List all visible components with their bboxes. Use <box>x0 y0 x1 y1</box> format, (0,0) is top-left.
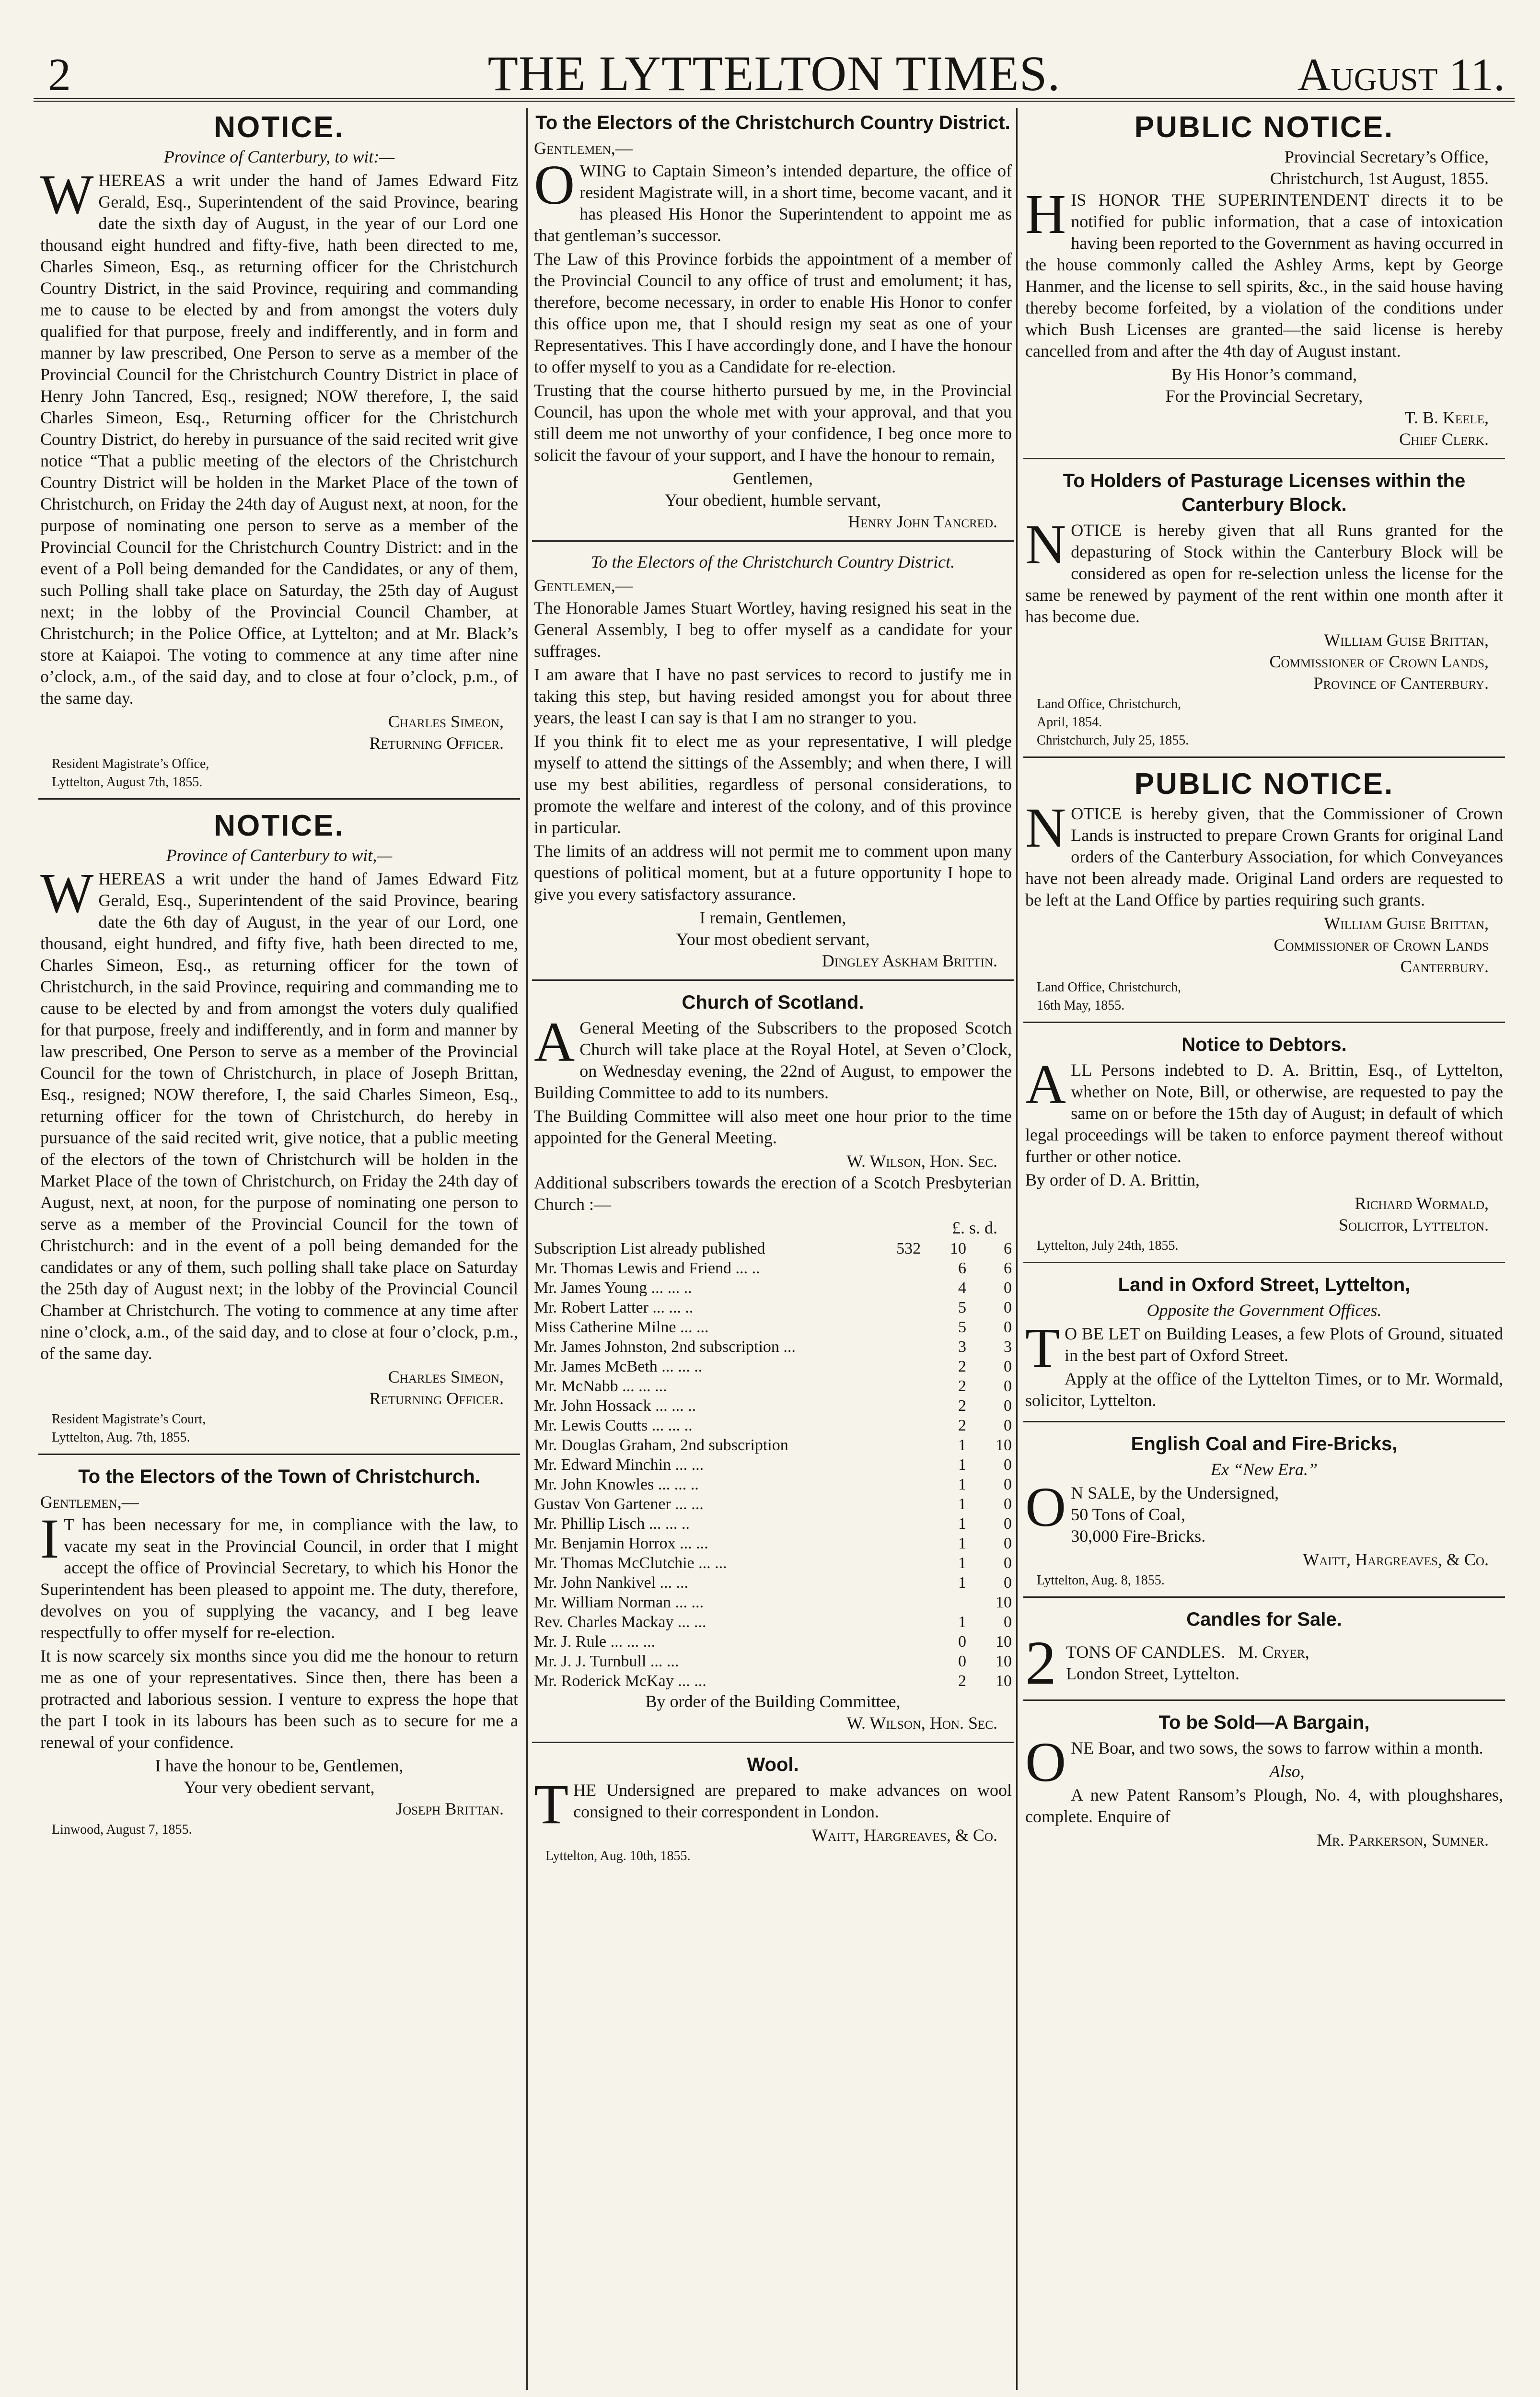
ad-body: O N SALE, by the Undersigned, 50 Tons of Coal, 30,000 Fire-Bricks. <box>1025 1476 1279 1546</box>
dateline: April, 1854. <box>1037 715 1102 730</box>
subscriber-row <box>534 1455 1012 1475</box>
subscriber-row <box>534 1435 1012 1455</box>
subscriber-amount: 0 <box>1004 1535 1012 1552</box>
subscriber-amount: 10 <box>996 1652 1012 1670</box>
subscriber-name: Mr. James Young ... ... .. <box>534 1279 692 1297</box>
drop-cap: N <box>1025 513 1066 576</box>
signature-title: Canterbury. <box>1400 957 1489 976</box>
subscriber-row <box>534 1573 1012 1593</box>
ad-body: T O BE LET on Building Leases, a few Plots of Ground, situated in the best part of Oxford Street. <box>1025 1316 1503 1379</box>
pasturage-notice <box>1023 469 1505 758</box>
column-3 <box>1023 108 1505 2390</box>
dateline: Resident Magistrate’s Court, <box>52 1412 206 1427</box>
subscriber-name: Mr. Phillip Lisch ... ... .. <box>534 1515 690 1533</box>
subscriber-amount <box>875 1494 921 1514</box>
subscriber-amount: 2 <box>958 1672 967 1690</box>
address-body: OWING to Captain Simeon’s intended departure, the office of resident Magistrate will, in a short time, become vacant, and it has pleased His Honor the Superintendent to appoint me as that gentleman’s successor. <box>534 153 1012 245</box>
subscriber-name: Mr. McNabb ... ... ... <box>534 1377 667 1395</box>
subscriber-amount: 10 <box>950 1240 967 1257</box>
subscriber-amount: 0 <box>1004 1318 1012 1336</box>
dateline: Lyttelton, August 7th, 1855. <box>52 775 203 790</box>
notice-body: ALL Persons indebted to D. A. Brittin, Esq., of Lyttelton, whether on Note, Bill, or otherwise, are requested to pay the same on or before the 15th day of August; in default of which legal proceedings will be taken to enforce payment thereof without further or other notice. <box>1025 1053 1503 1166</box>
address-brittan <box>38 1465 520 1846</box>
address-body: I T has been necessary for me, in compliance with the law, to vacate my seat in the Provincial Council, in order that I might accept the office of Provincial Secretary, to which his Honor the Superintendent has been pleased to appoint me. The duty, therefore, devolves on you of supplying the vacancy, and I beg leave respectfully to offer myself for re-election. <box>40 1507 518 1642</box>
notice-town-writ <box>38 809 520 1455</box>
signature-title: Returning Officer. <box>369 733 504 753</box>
signature: W. Wilson, Hon. Sec. <box>846 1152 997 1171</box>
candles-text: TONS OF CANDLES. M. Cryer, London Street, Lyttelton. <box>1066 1642 1309 1683</box>
ad-heading: Land in Oxford Street, Lyttelton, <box>1118 1274 1411 1295</box>
notice-body: WHEREAS a writ under the hand of James Edward Fitz Gerald, Esq., Superintendent of the said Province, bearing date the sixth day of August, in the year of our Lord one thousand eight hundred and fifty-five, hath been directed to me, Charles Simeon, Esq., as returning officer for the Christchurch Country District, in the said Province, requiring and commanding me to cause to be elected by and from amongst the voters duly qualified for that purpose, freely and indifferently, and in form and manner by law prescribed, One Person to serve as a member of the Provincial Council for the Christchurch Country District in place of Henry John Tancred, Esq., resigned; NOW therefore, I, the said Charles Simeon, Esq., Returning officer for the Christchurch Country District, do hereby in pursuance of the said recited writ give notice “That a public meeting of the electors of the Christchurch Country District will be holden in the Market Place of the town of Christchurch, on Friday the 24th day of August next, at noon, for the purpose of nominating one person to serve as a member of the Provincial Council for the Christchurch Country District: and in the event of a Poll being demanded for the Candidates, or any of them, such Polling shall take place on Saturday, the 25th day of August next; in the lobby of the Provincial Council Chamber, at Christchurch; in the Police Office, at Lyttelton; and at Mr. Black’s store at Kaiapoi. The voting to commence at any time after nine o’clock, a.m., of the said day, and to close at four o’clock, p.m., of the same day. <box>40 163 518 708</box>
address-wortley-seat <box>532 551 1014 981</box>
column-2 <box>532 108 1014 2390</box>
subscriber-name: Mr. Roderick McKay ... ... <box>534 1672 706 1690</box>
subscriber-amount: 1 <box>958 1613 967 1631</box>
subscriber-row <box>534 1396 1012 1416</box>
subscriber-amount: 2 <box>958 1358 967 1375</box>
closing: By His Honor’s command, <box>1171 365 1357 384</box>
subscriber-amount <box>875 1435 921 1455</box>
subscriber-table <box>534 1239 1012 1691</box>
subscriber-name: Mr. Lewis Coutts ... ... .. <box>534 1417 693 1434</box>
closing: I remain, Gentlemen, <box>699 908 846 927</box>
candles-ad <box>1023 1607 1505 1701</box>
subscriber-amount <box>875 1632 921 1652</box>
ad-body: Additional subscribers towards the erection of a Scotch Presbyterian Church :— <box>534 1173 1012 1214</box>
subscriber-amount <box>875 1317 921 1337</box>
signature-title: Returning Officer. <box>369 1389 504 1408</box>
subscriber-row <box>534 1612 1012 1632</box>
public-notice-license <box>1023 111 1505 459</box>
subscriber-amount: 3 <box>1004 1338 1012 1356</box>
candles-line <box>1025 1629 1503 1698</box>
oxford-street-land-ad <box>1023 1273 1505 1422</box>
signature: William Guise Brittan, <box>1324 914 1489 933</box>
salutation: Gentlemen,— <box>40 1492 139 1512</box>
subscriber-amount <box>875 1416 921 1435</box>
subscriber-amount: 1 <box>958 1495 967 1513</box>
drop-cap: O <box>1025 1476 1066 1538</box>
dateline: Lyttelton, Aug. 10th, 1855. <box>545 1849 691 1863</box>
subscriber-amount: 4 <box>958 1279 967 1297</box>
subscriber-name: Mr. Thomas Lewis and Friend ... .. <box>534 1259 760 1277</box>
subscriber-amount: 1 <box>958 1476 967 1493</box>
subscriber-name: Mr. John Nankivel ... ... <box>534 1574 689 1592</box>
subscriber-amount <box>875 1652 921 1671</box>
masthead-rule <box>34 98 1515 102</box>
ad-subhead: Ex “New Era.” <box>1210 1460 1318 1479</box>
subscriber-row <box>534 1593 1012 1612</box>
subscriber-name: Mr. Douglas Graham, 2nd subscription <box>534 1436 788 1454</box>
subscriber-amount: 1 <box>958 1436 967 1454</box>
notice-heading: Notice to Debtors. <box>1181 1034 1347 1055</box>
address-body: The Law of this Province forbids the appointment of a member of the Provincial Council to any office of trust and emolument; it has, therefore, become necessary, in order to enable His Honor to confer this office upon me, that I should resign my seat as one of your Representatives. This I have accordingly done, and I have the honour to offer myself to you as a Candidate for re-election. <box>534 249 1012 376</box>
drop-cap: O <box>1025 1731 1066 1793</box>
subscriber-amount: 0 <box>1004 1279 1012 1297</box>
dateline: Resident Magistrate’s Office, <box>52 756 209 771</box>
wool-ad <box>532 1753 1014 1872</box>
subscriber-amount: 0 <box>1004 1515 1012 1533</box>
drop-cap: A <box>534 1011 575 1073</box>
closing: Your obedient, humble servant, <box>664 490 881 510</box>
subscriber-row <box>534 1494 1012 1514</box>
closing: For the Provincial Secretary, <box>1165 386 1363 406</box>
subscriber-amount <box>875 1357 921 1376</box>
subscriber-amount <box>875 1671 921 1691</box>
signature-title: Commissioner of Crown Lands, <box>1269 652 1489 671</box>
signature: Charles Simeon, <box>388 712 504 731</box>
subscriber-name: Mr. Edward Minchin ... ... <box>534 1456 704 1474</box>
subscriber-amount: 0 <box>1004 1554 1012 1572</box>
subscriber-amount: 0 <box>958 1633 967 1651</box>
currency-header: £. s. d. <box>951 1218 997 1237</box>
subscriber-amount: 0 <box>1004 1417 1012 1434</box>
subscriber-amount: 2 <box>958 1397 967 1415</box>
notice-heading: To Holders of Pasturage Licenses within the Canterbury Block. <box>1063 470 1466 515</box>
subscriber-amount: 10 <box>996 1633 1012 1651</box>
subscriber-amount: 0 <box>1004 1358 1012 1375</box>
subscriber-amount: 0 <box>1004 1299 1012 1316</box>
public-notice-crown-grants <box>1023 768 1505 1023</box>
subscriber-name: Subscription List already published <box>534 1240 765 1257</box>
subscriber-amount: 0 <box>1004 1456 1012 1474</box>
subscriber-amount <box>875 1298 921 1317</box>
subscriber-row <box>534 1357 1012 1376</box>
subscriber-amount: 10 <box>996 1672 1012 1690</box>
subscriber-amount: 2 <box>958 1377 967 1395</box>
notice-heading: NOTICE. <box>214 809 345 842</box>
address-heading: To the Electors of the Town of Christchurch. <box>78 1466 480 1487</box>
dateline: Lyttelton, July 24th, 1855. <box>1037 1238 1179 1253</box>
subscriber-amount <box>875 1278 921 1298</box>
notice-body: HIS HONOR THE SUPERINTENDENT directs it to be notified for public information, that a case of intoxication having been reported to the Government as having occurred in the house commonly called the Ashley Arms, kept by George Hanmer, and the license to sell spirits, &c., in the said house having thereby become forfeited, by a violation of the conditions under which Bush Licenses are granted—the said license is hereby cancelled from and after the 4th day of August instant. <box>1025 183 1503 361</box>
signature: Waitt, Hargreaves, & Co. <box>811 1826 997 1845</box>
subscriber-amount: 6 <box>1004 1259 1012 1277</box>
subscriber-amount: 6 <box>1004 1240 1012 1257</box>
signature: W. Wilson, Hon. Sec. <box>846 1713 997 1733</box>
ad-heading: English Coal and Fire-Bricks, <box>1131 1433 1398 1454</box>
subscriber-amount <box>921 1593 966 1612</box>
drop-cap: H <box>1025 183 1066 245</box>
subscriber-amount: 1 <box>958 1535 967 1552</box>
subscriber-amount <box>875 1514 921 1534</box>
ad-subhead: Opposite the Government Offices. <box>1146 1301 1382 1320</box>
notice-body: NOTICE is hereby given that all Runs granted for the depasturing of Stock within the Canterbury Block will be considered as open for re-selection unless the license for the same be renewed by payment of the rent within one month after it has become due. <box>1025 513 1503 626</box>
subscriber-amount <box>875 1573 921 1593</box>
notice-body: NOTICE is hereby given, that the Commissioner of Crown Lands is instructed to prepare Crown Grants for original Land orders of the Canterbury Association, for which Conveyances have not been already made. Original Land orders are requested to be left at the Land Office by parties requiring such grants. <box>1025 796 1503 909</box>
signature: Mr. Parkerson, Sumner. <box>1317 1830 1489 1850</box>
closing: Gentlemen, <box>733 469 813 488</box>
dateline: Lyttelton, Aug. 8, 1855. <box>1037 1573 1165 1588</box>
closing: Your most obedient servant, <box>676 930 870 949</box>
ad-body: Apply at the office of the Lyttelton Times, or to Mr. Wormald, solicitor, Lyttelton. <box>1025 1369 1503 1410</box>
drop-cap: T <box>1025 1316 1060 1379</box>
column-divider <box>1016 108 1018 2390</box>
subscriber-name: Mr. William Norman ... ... <box>534 1594 704 1611</box>
address-body: If you think fit to elect me as your representative, I will pledge myself to attend the sittings of the Assembly; and when there, I will use my best abilities, regardless of personal considerations, to promote the welfare and interest of the colony, and of this province in particular. <box>534 732 1012 837</box>
ad-heading: To be Sold—A Bargain, <box>1158 1712 1370 1733</box>
signature: Dingley Askham Brittin. <box>822 951 997 970</box>
dateline: 16th May, 1855. <box>1037 998 1125 1013</box>
drop-cap: O <box>534 153 575 216</box>
subscriber-amount <box>875 1455 921 1475</box>
drop-cap: W <box>40 163 94 226</box>
subscriber-amount <box>875 1475 921 1494</box>
signature-title: Commissioner of Crown Lands <box>1274 935 1489 954</box>
subscriber-name: Miss Catherine Milne ... ... <box>534 1318 709 1336</box>
subscriber-amount: 2 <box>958 1417 967 1434</box>
address-body: It is now scarcely six months since you did me the honour to return me as one of your representatives. Since then, there has been a protracted and laborious session. I venture to express the hope that the part I took in its labours has been such as to secure for me a renewal of your confidence. <box>40 1646 518 1752</box>
subscriber-row <box>534 1298 1012 1317</box>
subscriber-amount: 532 <box>896 1240 921 1257</box>
subscriber-amount: 6 <box>958 1259 967 1277</box>
subscriber-row <box>534 1514 1012 1534</box>
address-body: The limits of an address will not permit me to comment upon many questions of political moment, but at a future opportunity I hope to give you every satisfactory assurance. <box>534 841 1012 904</box>
closing: Your very obedient servant, <box>184 1778 375 1797</box>
subscriber-amount: 0 <box>1004 1476 1012 1493</box>
ad-body: ONE Boar, and two sows, the sows to farrow within a month. <box>1025 1731 1483 1793</box>
notice-subhead: Province of Canterbury to wit,— <box>166 846 393 865</box>
signature: T. B. Keele, <box>1404 408 1489 427</box>
subscriber-amount: 1 <box>958 1574 967 1592</box>
salutation: Gentlemen,— <box>534 576 633 595</box>
coal-bricks-ad <box>1023 1432 1505 1598</box>
address-body: The Honorable James Stuart Wortley, having resigned his seat in the General Assembly, I beg to offer myself as a candidate for your suffrages. <box>534 598 1012 661</box>
subscriber-amount: 0 <box>958 1652 967 1670</box>
subscriber-row <box>534 1632 1012 1652</box>
ad-heading: Candles for Sale. <box>1186 1609 1342 1630</box>
ad-also: Also, <box>1269 1762 1305 1781</box>
drop-cap: W <box>40 861 94 924</box>
subscriber-amount: 10 <box>996 1594 1012 1611</box>
signature-title: Province of Canterbury. <box>1313 674 1489 693</box>
signature: Joseph Brittan. <box>396 1799 504 1818</box>
ad-heading: Church of Scotland. <box>682 992 864 1013</box>
ad-body: A new Patent Ransom’s Plough, No. 4, with ploughshares, complete. Enquire of <box>1025 1785 1503 1826</box>
subscriber-amount: 1 <box>958 1515 967 1533</box>
dateline: Land Office, Christchurch, <box>1037 697 1181 711</box>
subscriber-amount: 3 <box>958 1338 967 1356</box>
subscriber-amount: 5 <box>958 1318 967 1336</box>
subscriber-row <box>534 1671 1012 1691</box>
subscriber-amount: 0 <box>1004 1613 1012 1631</box>
subscriber-row <box>534 1278 1012 1298</box>
drop-numeral: 2 <box>1025 1629 1056 1698</box>
column-1 <box>38 108 520 2390</box>
dateline: Christchurch, July 25, 1855. <box>1037 733 1189 748</box>
subscriber-row <box>534 1376 1012 1396</box>
signature: William Guise Brittan, <box>1324 630 1489 650</box>
subscriber-name: Rev. Charles Mackay ... ... <box>534 1613 706 1631</box>
closing: By order of D. A. Brittin, <box>1025 1170 1200 1189</box>
subscriber-amount <box>875 1593 921 1612</box>
issue-date: August 11. <box>1297 49 1505 100</box>
subscriber-amount <box>875 1534 921 1553</box>
address-heading: To the Electors of the Christchurch Country District. <box>591 552 955 571</box>
signature-title: Solicitor, Lyttelton. <box>1339 1215 1489 1234</box>
subscriber-amount <box>875 1396 921 1416</box>
notice-heading: PUBLIC NOTICE. <box>1134 111 1394 144</box>
subscriber-amount <box>875 1258 921 1278</box>
drop-cap: T <box>534 1773 569 1836</box>
subscriber-amount: 1 <box>958 1554 967 1572</box>
subscriber-amount <box>875 1337 921 1357</box>
drop-cap: I <box>40 1507 59 1570</box>
dateline: Linwood, August 7, 1855. <box>52 1822 192 1837</box>
ad-body: A General Meeting of the Subscribers to the proposed Scotch Church will take place at the Royal Hotel, at Seven o’Clock, on Wednesday evening, the 22nd of August, to empower the Building Committee to add to its numbers. <box>534 1011 1012 1102</box>
dateline: Land Office, Christchurch, <box>1037 980 1181 995</box>
notice-subhead: Province of Canterbury, to wit:— <box>163 147 395 166</box>
subscriber-amount: 0 <box>1004 1377 1012 1395</box>
subscriber-row <box>534 1317 1012 1337</box>
signature: Charles Simeon, <box>388 1367 504 1386</box>
signature: Henry John Tancred. <box>848 512 997 531</box>
address-body: Trusting that the course hitherto pursued by me, in the Provincial Council, has upon the whole met with your approval, and that you still deem me not unworthy of your confidence, I beg once more to solicit the favour of your support, and I have the honour to remain, <box>534 381 1012 465</box>
address-body: I am aware that I have no past services to record to justify me in taking this step, but having resided amongst you for about three years, the least I can say is that I am no stranger to you. <box>534 665 1012 727</box>
subscriber-row <box>534 1534 1012 1553</box>
page-number: 2 <box>48 49 71 100</box>
subscriber-name: Mr. James McBeth ... ... .. <box>534 1358 703 1375</box>
subscriber-name: Mr. J. Rule ... ... ... <box>534 1633 656 1651</box>
notice-heading: NOTICE. <box>214 111 345 144</box>
subscriber-row <box>534 1258 1012 1278</box>
subscriber-name: Mr. James Johnston, 2nd subscription ... <box>534 1338 796 1356</box>
ad-heading: Wool. <box>747 1754 799 1775</box>
subscriber-name: Mr. John Knowles ... ... .. <box>534 1476 699 1493</box>
signature-title: Chief Clerk. <box>1399 430 1489 449</box>
signature: Waitt, Hargreaves, & Co. <box>1303 1550 1489 1569</box>
subscriber-amount: 10 <box>996 1436 1012 1454</box>
salutation: Gentlemen,— <box>534 139 633 158</box>
notice-heading: PUBLIC NOTICE. <box>1134 768 1394 801</box>
drop-cap: A <box>1025 1053 1066 1116</box>
debtors-notice <box>1023 1033 1505 1263</box>
newspaper-title: THE LYTTELTON TIMES. <box>487 46 1061 101</box>
subscriber-amount: 0 <box>1004 1495 1012 1513</box>
ad-body: The Building Committee will also meet one hour prior to the time appointed for the General Meeting. <box>534 1106 1012 1147</box>
subscriber-row <box>534 1337 1012 1357</box>
subscriber-amount <box>875 1376 921 1396</box>
notice-country-district-writ <box>38 111 520 800</box>
dateline: Lyttelton, Aug. 7th, 1855. <box>52 1430 190 1445</box>
column-divider <box>526 108 528 2390</box>
subscriber-name: Mr. J. J. Turnbull ... ... <box>534 1652 679 1670</box>
office-date: Christchurch, 1st August, 1855. <box>1270 169 1489 188</box>
closing: By order of the Building Committee, <box>645 1692 901 1711</box>
subscriber-row <box>534 1239 1012 1258</box>
ad-body: THE Undersigned are prepared to make advances on wool consigned to their correspondent in London. <box>534 1773 1012 1836</box>
subscriber-row <box>534 1553 1012 1573</box>
subscriber-amount: 1 <box>958 1456 967 1474</box>
subscriber-row <box>534 1416 1012 1435</box>
signature: Richard Wormald, <box>1355 1194 1489 1213</box>
subscriber-amount: 0 <box>1004 1397 1012 1415</box>
office-address: Provincial Secretary’s Office, <box>1284 147 1489 166</box>
subscriber-amount <box>875 1553 921 1573</box>
subscriber-row <box>534 1652 1012 1671</box>
drop-cap: N <box>1025 796 1066 859</box>
subscriber-name: Mr. Thomas McClutchie ... ... <box>534 1554 727 1572</box>
bargain-ad <box>1023 1710 1505 1859</box>
address-heading: To the Electors of the Christchurch Country District. <box>535 112 1010 133</box>
subscriber-name: Mr. Robert Latter ... ... .. <box>534 1299 694 1316</box>
church-of-scotland-ad <box>532 990 1014 1743</box>
subscriber-name: Mr. John Hossack ... ... .. <box>534 1397 696 1415</box>
address-tancred <box>532 111 1014 542</box>
notice-body: WHEREAS a writ under the hand of James Edward Fitz Gerald, Esq., Superintendent of the said Province, bearing date the 6th day of August, in the year of our Lord, one thousand, eight hundred, and fifty five, hath been directed to me, Charles Simeon, Esq., as returning officer for the town of Christchurch, in the said Province, requiring and commanding me to cause to be elected by and from amongst the voters duly qualified for that purpose, freely and indifferently, and in form and manner by law prescribed, One Person to serve as a member of the Provincial Council for the town of Christchurch, in place of Joseph Brittan, Esq., resigned; NOW therefore, I, the said Charles Simeon, Esq., returning officer for the town of Christchurch, do hereby in pursuance of the said recited writ, give notice, that a public meeting of the electors of the town of Christchurch will be holden in the Market Place of the town of Christchurch, on Friday the 24th day of August, next, at noon, for the purpose of nominating one person to serve as a member of the Provincial Council for the town of Christchurch: and in the event of a poll being demanded for the candidates or any of them, such polling shall take place on Saturday the 25th day of August next; in the lobby of the Provincial Council Chamber at Christchurch. The voting to commence at any time after nine o’clock, a.m., of the said day, and to close at four o’clock, p.m., of the same day. <box>40 861 518 1363</box>
subscriber-row <box>534 1475 1012 1494</box>
subscriber-name: Gustav Von Gartener ... ... <box>534 1495 704 1513</box>
closing: I have the honour to be, Gentlemen, <box>155 1756 404 1775</box>
subscriber-amount <box>875 1612 921 1632</box>
subscriber-amount: 5 <box>958 1299 967 1316</box>
subscriber-name: Mr. Benjamin Horrox ... ... <box>534 1535 708 1552</box>
subscriber-amount: 0 <box>1004 1574 1012 1592</box>
